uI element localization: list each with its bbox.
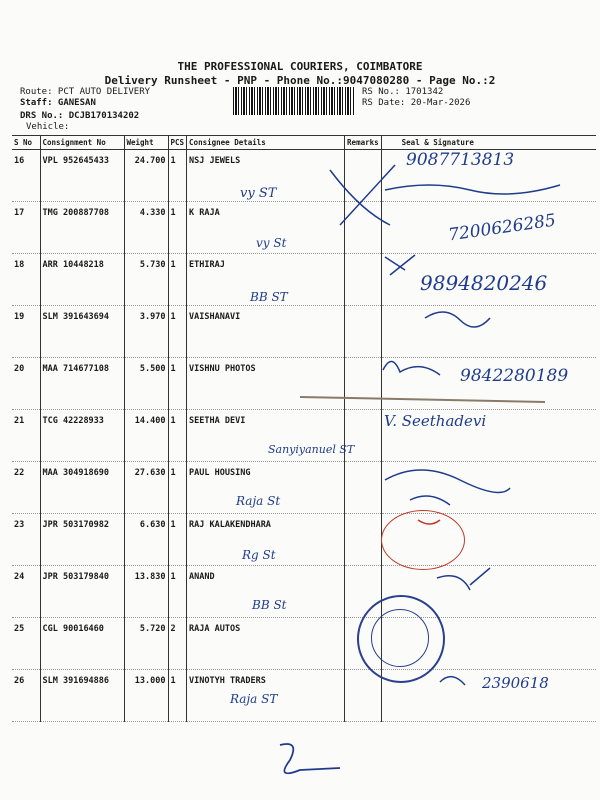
sno-cell: 25 xyxy=(12,618,40,670)
handwritten-phone: 9087713813 xyxy=(406,150,515,170)
consignment-cell: TCG 42228933 xyxy=(40,410,124,462)
col-consignment: Consignment No xyxy=(40,136,124,150)
pcs-cell: 1 xyxy=(168,358,187,410)
consignee-cell: ANAND xyxy=(187,566,345,618)
sno-cell: 23 xyxy=(12,514,40,566)
handwritten-phone: 9894820246 xyxy=(420,271,548,295)
pcs-cell: 1 xyxy=(168,462,187,514)
sno-cell: 26 xyxy=(12,670,40,722)
col-sno: S No xyxy=(12,136,40,150)
pcs-cell: 1 xyxy=(168,306,187,358)
drs-number: DRS No.: DCJB170134202 xyxy=(20,111,140,121)
pcs-cell: 1 xyxy=(168,566,187,618)
route-text: Route: PCT AUTO DELIVERY xyxy=(20,87,151,97)
sno-cell: 20 xyxy=(12,358,40,410)
consignee-cell: NSJ JEWELS xyxy=(187,150,345,202)
consignment-cell: CGL 90016460 xyxy=(40,618,124,670)
pcs-cell: 1 xyxy=(168,202,187,254)
handwritten-street: vy St xyxy=(256,236,287,250)
sno-cell: 18 xyxy=(12,254,40,306)
handwritten-street: Rg St xyxy=(242,548,276,562)
handwritten-street: Raja St xyxy=(236,494,281,508)
pcs-cell: 1 xyxy=(168,514,187,566)
sno-cell: 17 xyxy=(12,202,40,254)
weight-cell: 13.830 xyxy=(124,566,168,618)
consignee-cell: RAJA AUTOS xyxy=(187,618,345,670)
col-signature: Seal & Signature xyxy=(381,136,596,150)
sno-cell: 22 xyxy=(12,462,40,514)
weight-cell: 4.330 xyxy=(124,202,168,254)
rs-date: RS Date: 20-Mar-2026 xyxy=(362,98,471,108)
handwritten-street: vy ST xyxy=(240,186,277,201)
consignment-cell: MAA 714677108 xyxy=(40,358,124,410)
handwritten-street: BB St xyxy=(252,598,287,612)
handwritten-street: Sanyiyanuel ST xyxy=(268,443,355,456)
handwritten-phone: 2390618 xyxy=(482,674,549,692)
sno-cell: 16 xyxy=(12,150,40,202)
handwritten-signature: V. Seethadevi xyxy=(384,412,487,430)
consignee-cell: ETHIRAJ xyxy=(187,254,345,306)
pcs-cell: 1 xyxy=(168,150,187,202)
pcs-cell: 2 xyxy=(168,618,187,670)
handwritten-phone: 9842280189 xyxy=(460,366,569,386)
consignment-cell: TMG 200887708 xyxy=(40,202,124,254)
col-consignee: Consignee Details xyxy=(187,136,345,150)
col-pcs: PCS xyxy=(168,136,187,150)
consignment-cell: SLM 391694886 xyxy=(40,670,124,722)
consignee-cell: VISHNU PHOTOS xyxy=(187,358,345,410)
pcs-cell: 1 xyxy=(168,410,187,462)
handwritten-phone: 7200626285 xyxy=(447,210,558,246)
sno-cell: 24 xyxy=(12,566,40,618)
company-title: THE PROFESSIONAL COURIERS, COIMBATORE xyxy=(177,60,423,73)
handwritten-street: Raja ST xyxy=(230,692,278,706)
consignment-cell: VPL 952645433 xyxy=(40,150,124,202)
runsheet-subtitle: Delivery Runsheet - PNP - Phone No.:9047080280 - Page No.:2 xyxy=(104,74,496,87)
sno-cell: 19 xyxy=(12,306,40,358)
consignment-cell: MAA 304918690 xyxy=(40,462,124,514)
consignment-cell: JPR 503170982 xyxy=(40,514,124,566)
handwritten-street: BB ST xyxy=(250,290,288,304)
weight-cell: 3.970 xyxy=(124,306,168,358)
weight-cell: 27.630 xyxy=(124,462,168,514)
pcs-cell: 1 xyxy=(168,670,187,722)
staff-text: Staff: GANESAN xyxy=(20,98,96,108)
consignment-cell: JPR 503179840 xyxy=(40,566,124,618)
weight-cell: 5.720 xyxy=(124,618,168,670)
pcs-cell: 1 xyxy=(168,254,187,306)
consignee-cell: VAISHANAVI xyxy=(187,306,345,358)
consignee-cell: RAJ KALAKENDHARA xyxy=(187,514,345,566)
sno-cell: 21 xyxy=(12,410,40,462)
rs-number: RS No.: 1701342 xyxy=(362,87,444,97)
consignee-cell: VINOTYH TRADERS xyxy=(187,670,345,722)
consignee-cell: SEETHA DEVI xyxy=(187,410,345,462)
weight-cell: 5.730 xyxy=(124,254,168,306)
weight-cell: 5.500 xyxy=(124,358,168,410)
col-weight: Weight xyxy=(124,136,168,150)
weight-cell: 24.700 xyxy=(124,150,168,202)
consignment-cell: ARR 10448218 xyxy=(40,254,124,306)
consignment-cell: SLM 391643694 xyxy=(40,306,124,358)
vehicle-text: Vehicle: xyxy=(26,122,70,132)
consignee-cell: K RAJA xyxy=(187,202,345,254)
consignee-cell: PAUL HOUSING xyxy=(187,462,345,514)
weight-cell: 13.000 xyxy=(124,670,168,722)
weight-cell: 14.400 xyxy=(124,410,168,462)
weight-cell: 6.630 xyxy=(124,514,168,566)
col-remarks: Remarks xyxy=(345,136,382,150)
